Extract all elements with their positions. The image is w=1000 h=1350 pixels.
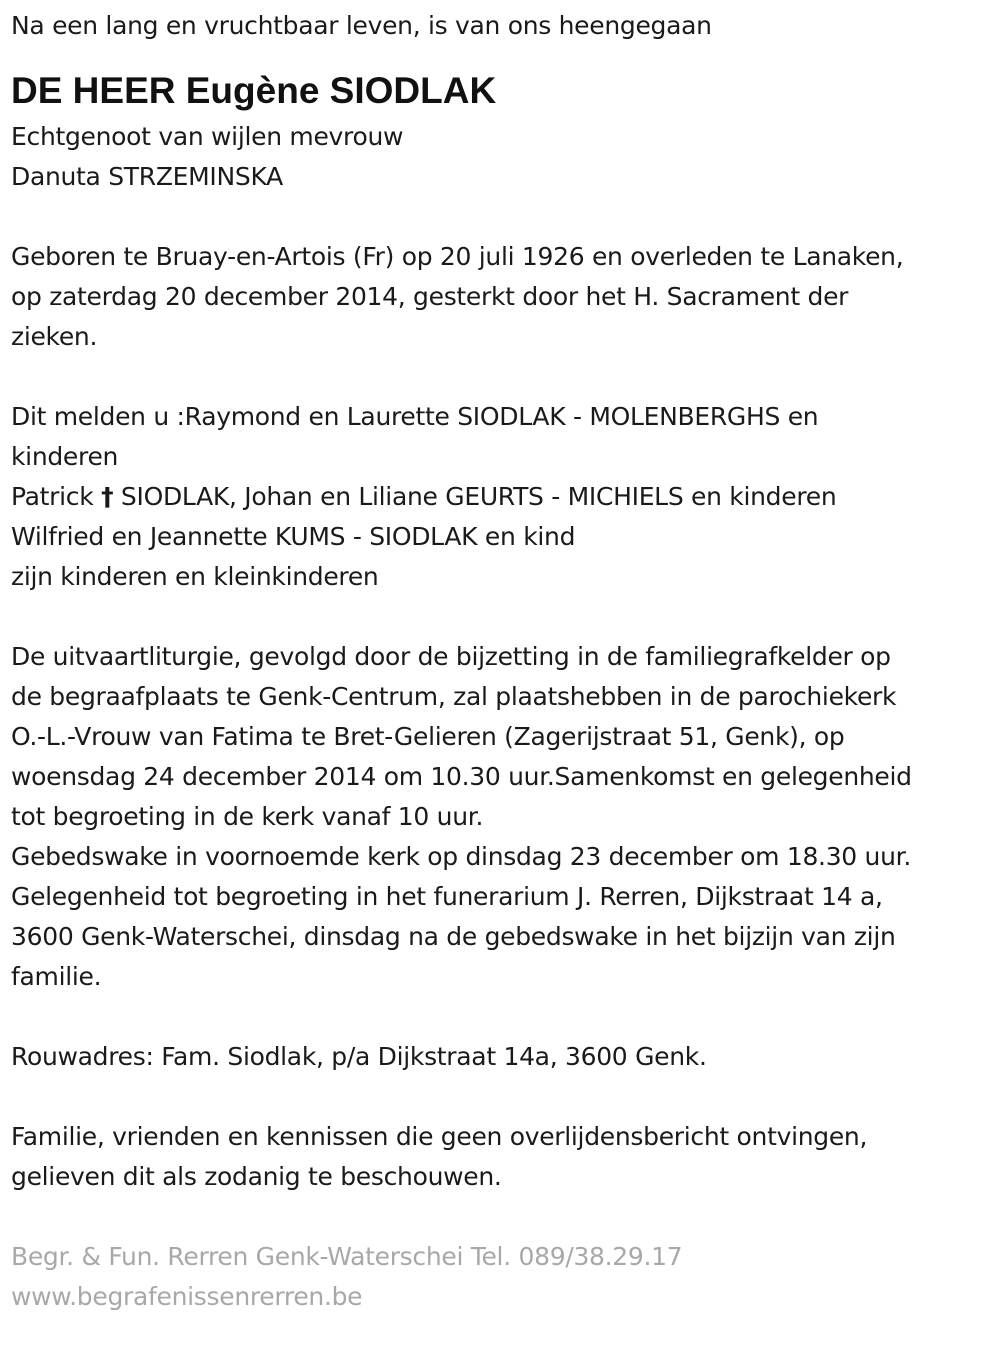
closing-line: Familie, vrienden en kennissen die geen overlijdensbericht ontvingen,: [11, 1122, 868, 1151]
announcer-line: Wilfried en Jeannette KUMS - SIODLAK en kind: [11, 522, 576, 551]
ceremony-line: tot begroeting in de kerk vanaf 10 uur.: [11, 802, 484, 831]
funeral-home-info: Begr. & Fun. Rerren Genk-Waterschei Tel. 089/38.29.17: [11, 1242, 683, 1271]
mourning-address: Rouwadres: Fam. Siodlak, p/a Dijkstraat 14a, 3600 Genk.: [11, 1042, 707, 1071]
announcer-line: kinderen: [11, 442, 119, 471]
spouse-line: Echtgenoot van wijlen mevrouw: [11, 122, 404, 151]
obituary-notice: [11, 6, 991, 1317]
ceremony-line: woensdag 24 december 2014 om 10.30 uur.Samenkomst en gelegenheid: [11, 762, 912, 791]
announcer-line: [11, 477, 991, 517]
birth-death-line: zieken.: [11, 322, 98, 351]
ceremony-line: De uitvaartliturgie, gevolgd door de bijzetting in de familiegrafkelder op: [11, 642, 891, 671]
deceased-name: DE HEER Eugène SIODLAK: [11, 70, 497, 111]
spacer: [11, 1197, 991, 1237]
birth-death-line: op zaterdag 20 december 2014, gesterkt door het H. Sacrament der: [11, 282, 849, 311]
spacer: [11, 1077, 991, 1117]
announcers-paragraph: [11, 397, 991, 597]
ceremony-line: Gelegenheid tot begroeting in het funerarium J. Rerren, Dijkstraat 14 a,: [11, 882, 883, 911]
spacer: [11, 357, 991, 397]
ceremony-paragraph: [11, 637, 991, 997]
cross-icon: †: [101, 482, 114, 511]
spacer: [11, 197, 991, 237]
ceremony-line: de begraafplaats te Genk-Centrum, zal plaatshebben in de parochiekerk: [11, 682, 897, 711]
birth-death-paragraph: [11, 237, 991, 357]
spacer: [11, 997, 991, 1037]
intro-text: Na een lang en vruchtbaar leven, is van ons heengegaan: [11, 11, 712, 40]
website-link[interactable]: www.begrafenissenrerren.be: [11, 1282, 363, 1311]
announcer-rest: SIODLAK, Johan en Liliane GEURTS - MICHIELS en kinderen: [113, 482, 837, 511]
closing-paragraph: [11, 1117, 991, 1197]
ceremony-line: Gebedswake in voornoemde kerk op dinsdag 23 december om 18.30 uur.: [11, 842, 911, 871]
ceremony-line: O.-L.-Vrouw van Fatima te Bret-Gelieren (Zagerijstraat 51, Genk), op: [11, 722, 845, 751]
ceremony-line: 3600 Genk-Waterschei, dinsdag na de gebedswake in het bijzijn van zijn: [11, 922, 896, 951]
footer: [11, 1237, 991, 1317]
announcer-line: zijn kinderen en kleinkinderen: [11, 562, 379, 591]
closing-line: gelieven dit als zodanig te beschouwen.: [11, 1162, 502, 1191]
spacer: [11, 597, 991, 637]
birth-death-line: Geboren te Bruay-en-Artois (Fr) op 20 juli 1926 en overleden te Lanaken,: [11, 242, 904, 271]
spouse-block: [11, 117, 991, 197]
announcer-line: Dit melden u :Raymond en Laurette SIODLAK - MOLENBERGHS en: [11, 402, 819, 431]
ceremony-line: familie.: [11, 962, 102, 991]
announcer-name: Patrick: [11, 482, 102, 511]
spouse-name: Danuta STRZEMINSKA: [11, 162, 283, 191]
